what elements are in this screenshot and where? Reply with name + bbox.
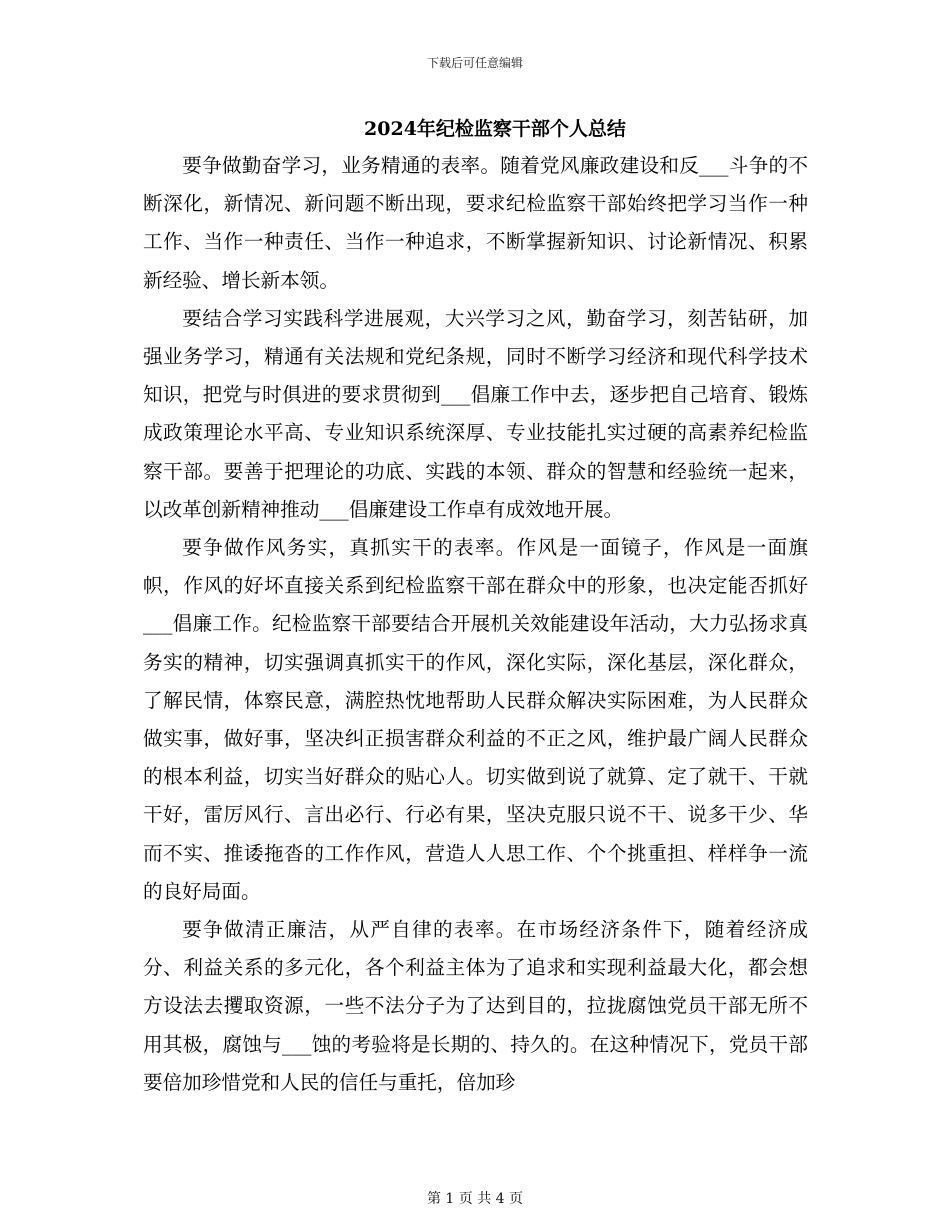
page-number-footer: 第 1 页 共 4 页 — [426, 1191, 524, 1207]
paragraph-4: 要争做清正廉洁，从严自律的表率。在市场经济条件下，随着经济成分、利益关系的多元化，各个利益主体为了追求和实现利益最大化，都会想方设法去攫取资源，一些不法分子为了达到目的，拉拢腐蚀党员干部无所不用其极，腐蚀与___蚀的考验将是长期的、持久的。在这种情况下，党员干部要倍加珍惜党和人民的信任与重托，倍加珍 — [143, 918, 808, 1094]
document-body — [143, 147, 808, 1102]
document-title: 2024年纪检监察干部个人总结 — [364, 118, 626, 140]
paragraph-3: 要争做作风务实，真抓实干的表率。作风是一面镜子，作风是一面旗帜，作风的好坏直接关系到纪检监察干部在群众中的形象，也决定能否抓好___倡廉工作。纪检监察干部要结合开展机关效能建设年活动，大力弘扬求真务实的精神，切实强调真抓实干的作风，深化实际，深化基层，深化群众，了解民情，体察民意，满腔热忱地帮助人民群众解决实际困难，为人民群众做实事，做好事，坚决纠正损害群众利益的不正之风，维护最广阔人民群众的根本利益，切实当好群众的贴心人。切实做到说了就算、定了就干、干就干好，雷厉风行、言出必行、行必有果，坚决克服只说不干、说多干少、华而不实、推诿拖沓的工作作风，营造人人思工作、个个挑重担、样样争一流的良好局面。 — [143, 536, 808, 903]
page-header-note: 下载后可任意编辑 — [426, 56, 523, 70]
paragraph-2: 要结合学习实践科学进展观，大兴学习之风，勤奋学习，刻苦钻研，加强业务学习，精通有关法规和党纪条规，同时不断学习经济和现代科学技术知识，把党与时俱进的要求贯彻到___倡廉工作中去，逐步把自己培育、锻炼成政策理论水平高、专业知识系统深厚、专业技能扎实过硬的高素养纪检监察干部。要善于把理论的功底、实践的本领、群众的智慧和经验统一起来，以改革创新精神推动___倡廉建设工作卓有成效地开展。 — [143, 306, 808, 521]
paragraph-1: 要争做勤奋学习，业务精通的表率。随着党风廉政建设和反___斗争的不断深化，新情况、新问题不断出现，要求纪检监察干部始终把学习当作一种工作、当作一种责任、当作一种追求，不断掌握新知识、讨论新情况、积累新经验、增长新本领。 — [143, 154, 808, 292]
